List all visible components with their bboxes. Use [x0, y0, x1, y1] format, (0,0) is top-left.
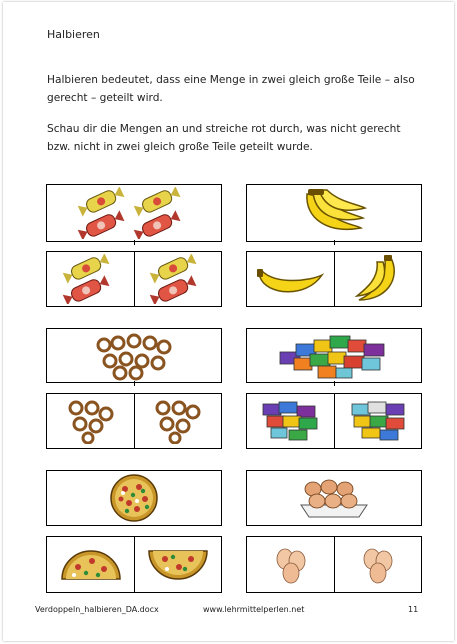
banana-halves-box [246, 251, 422, 307]
footer-website: www.lehrmittelperlen.net [203, 605, 305, 614]
center-tick [334, 240, 335, 245]
pretzel-whole-box [46, 328, 222, 383]
lego-half-left [247, 394, 334, 448]
egg-icon [277, 549, 305, 583]
egg-half-left [247, 537, 334, 592]
lego-group [247, 329, 421, 382]
candy-halves-box [46, 251, 222, 307]
candy-icon [149, 254, 197, 304]
definition-paragraph: Halbieren bedeutet, dass eine Menge in zwei gleich große Teile – also gerecht – geteilt wird. [47, 74, 415, 104]
pretzel-icon [157, 402, 199, 443]
banana-half-right [334, 252, 421, 306]
instruction-paragraph: Schau dir die Mengen an und streiche rot durch, was nicht gerecht bzw. nicht in zwei gleich große Teile geteilt wurde. [47, 123, 401, 153]
banana-whole-box [246, 184, 422, 242]
lego-brick-icon [352, 402, 404, 440]
pretzel-halves-box [46, 393, 222, 449]
pizza-icon [111, 475, 157, 521]
pizza-whole-box [46, 470, 222, 526]
banana-icon [357, 255, 394, 300]
pretzel-icon [70, 402, 112, 443]
pizza-halves-box [46, 536, 222, 593]
pizza-icon [149, 551, 207, 579]
page-title: Halbieren [47, 28, 100, 41]
banana-icon [257, 269, 322, 292]
center-tick [334, 381, 335, 386]
pretzel-group [47, 329, 221, 382]
pizza-icon [62, 551, 120, 579]
egg-icon [364, 549, 392, 583]
pizza-half-right [134, 537, 221, 592]
egg-whole-box [246, 470, 422, 526]
banana-icon [307, 189, 365, 229]
footer-filename: Verdoppeln_halbieren_DA.docx [35, 605, 159, 614]
candy-icon [77, 187, 181, 239]
center-tick [134, 240, 135, 245]
pizza-half-left [47, 537, 134, 592]
worksheet-page [3, 2, 454, 641]
lego-halves-box [246, 393, 422, 449]
candy-icon [62, 254, 110, 304]
egg-carton [247, 471, 421, 525]
center-tick [134, 381, 135, 386]
pretzel-half-left [47, 394, 134, 448]
lego-whole-box [246, 328, 422, 383]
banana-group [247, 185, 421, 241]
candy-whole-box [46, 184, 222, 242]
candy-group [47, 185, 221, 241]
pretzel-half-right [134, 394, 221, 448]
lego-half-right [334, 394, 421, 448]
egg-halves-box [246, 536, 422, 593]
pizza-group [47, 471, 221, 525]
banana-half-left [247, 252, 334, 306]
lego-brick-icon [263, 402, 317, 440]
egg-half-right [334, 537, 421, 592]
candy-half-left [47, 252, 134, 306]
candy-half-right [134, 252, 221, 306]
egg-icon [301, 480, 367, 517]
footer-page-number: 11 [408, 605, 419, 614]
lego-brick-icon [280, 336, 384, 378]
pretzel-icon [98, 335, 170, 379]
